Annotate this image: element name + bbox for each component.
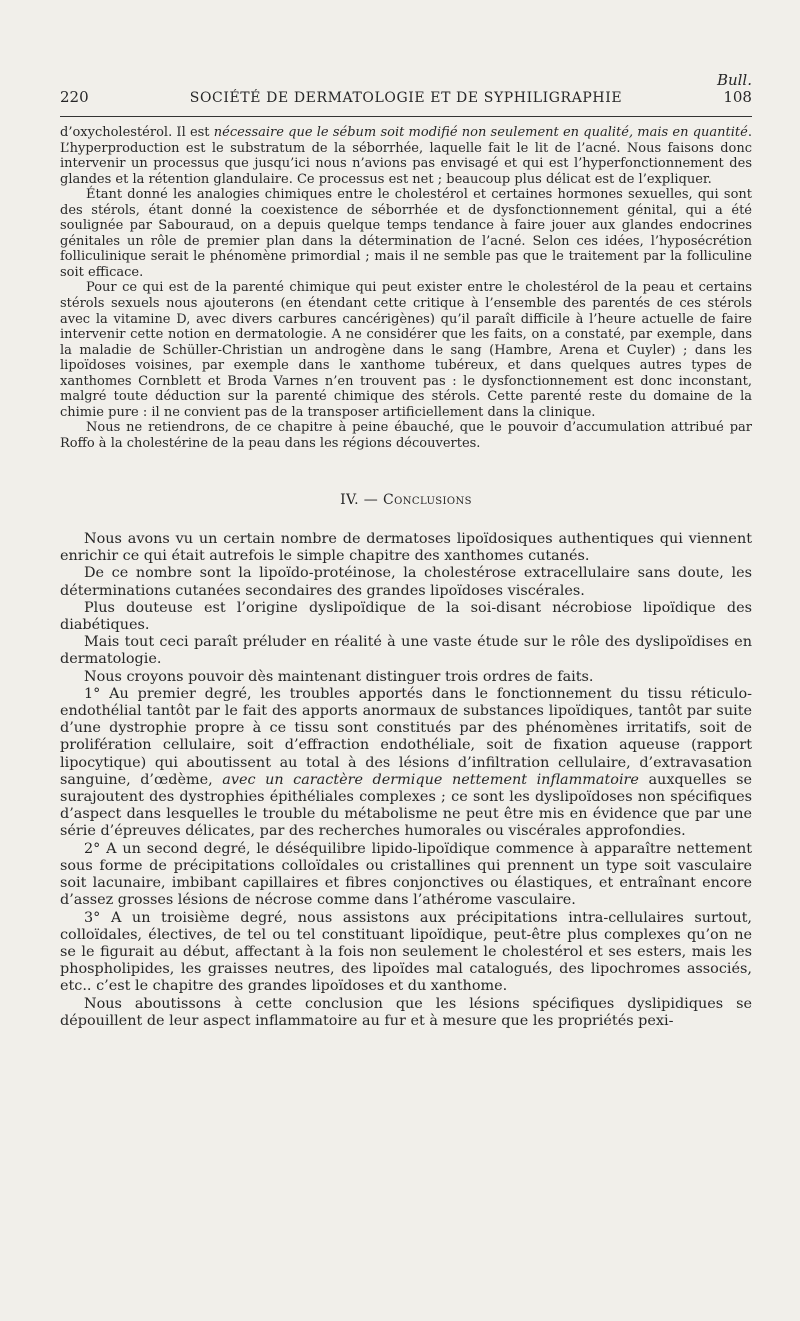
- article-body: [60, 125, 752, 1030]
- paragraph: [60, 187, 752, 280]
- running-title: SOCIÉTÉ DE DERMATOLOGIE ET DE SYPHILIGRAPHIE: [189, 90, 623, 106]
- emphasis-text: nécessaire que le sébum soit modifié non seulement en qualité, mais en quantité: [213, 125, 748, 140]
- header-rule: [60, 116, 752, 117]
- page-number-right: 108: [723, 88, 752, 106]
- paragraph: [60, 565, 752, 599]
- paragraph-text: Nous aboutissons à cette conclusion que les lésions spécifiques dyslipidiques se dépouillent de leur aspect inflammatoire au fur et à mesure que les propriétés pexi-: [60, 995, 752, 1029]
- paragraph-text: De ce nombre sont la lipoïdo-protéinose, la cholestérose extracellulaire sans doute, les déterminations cutanées secondaires des grandes lipoïdoses viscérales.: [60, 565, 752, 599]
- paragraph-text: Étant donné les analogies chimiques entre le cholestérol et certaines hormones sexuelles, qui sont des stérols, étant donné la coexistence de séborrhée et de dysfonctionnement génital, qui a été soulignée par Sabouraud, on a depuis quelque temps tendance à faire jouer aux glandes endocrines génitales un rôle de premier plan dans la détermination de l’acné. Selon ces idées, l’hyposécrétion folliculinique serait le phénomène primordial ; mais il ne semble pas que le traitement par la folliculine soit efficace.: [60, 187, 752, 280]
- paragraph-text: Plus douteuse est l’origine dyslipoïdique de la soi-disant nécrobiose lipoïdique des diabétiques.: [60, 599, 752, 634]
- emphasis-text: avec un caractère dermique nettement inflammatoire: [222, 771, 639, 788]
- section-title: Conclusions: [383, 492, 472, 509]
- paragraph: [60, 910, 752, 996]
- paragraph-text: Nous croyons pouvoir dès maintenant distinguer trois ordres de faits.: [84, 668, 594, 685]
- paragraph: [60, 841, 752, 910]
- paragraph: [60, 634, 752, 668]
- paragraph: [60, 996, 752, 1030]
- page-number-left: 220: [60, 88, 89, 106]
- paragraph-text: 2° A un second degré, le déséquilibre lipido-lipoïdique commence à apparaître nettement sous forme de précipitations colloïdales ou cristallines qui prennent un type soit vasculaire soit lacunaire, imbibant capillaires et fibres conjonctives ou élastiques, et entraînant encore d’assez grosses lésions de nécrose comme dans l’athérome vasculaire.: [60, 840, 752, 909]
- paragraph-text: 1° Au premier degré, les troubles apportés dans le fonctionnement du tissu réticulo-endothélial tantôt par le fait des apports anormaux de substances lipoïdiques, tantôt par suite d’une dystrophie propre à ce tissu sont constitués par des phénomènes irritatifs, soit de prolifération cellulaire, soit d’effraction endothéliale, soit de fixation aqueuse (rapport lipocytique) qui aboutissent au total à des lésions d’infiltration cellulaire, d’extravasation sanguine, d’œdème,: [60, 685, 752, 788]
- section-number: IV. —: [340, 492, 379, 509]
- journal-abbreviation: Bull.: [716, 71, 752, 89]
- paragraph: [60, 531, 752, 565]
- running-header: [60, 88, 752, 106]
- paragraph-text: Nous ne retiendrons, de ce chapitre à peine ébauché, que le pouvoir d’accumulation attribué par Roffo à la cholestérine de la peau dans les régions découvertes.: [60, 420, 752, 451]
- paragraph-text: Nous avons vu un certain nombre de dermatoses lipoïdosiques authentiques qui viennent enrichir ce qui était autrefois le simple chapitre des xanthomes cutanés.: [60, 531, 752, 565]
- paragraph-text: . L’hyperproduction est le substratum de la séborrhée, laquelle fait le lit de l’acné. Nous faisons donc intervenir un processus que jusqu’ici nous n’avions pas envisagé et qui est l’hyperfonctionnement des glandes et la rétention glandulaire. Ce processus est net ; beaucoup plus délicat est de l’expliquer.: [60, 125, 752, 187]
- paragraph-text: auxquelles se surajoutent des dystrophies épithéliales complexes ; ce sont les dyslipoïdoses non spécifiques d’aspect dans lesquelles le trouble du métabolisme ne peut être mis en évidence que par une série d’épreuves délicates, par des recherches humorales ou viscérales approfondies.: [60, 771, 752, 840]
- paragraph: [60, 669, 752, 686]
- paragraph-text: d’oxycholestérol. Il est: [60, 125, 214, 140]
- paragraph: [60, 600, 752, 634]
- section-heading: [60, 493, 752, 509]
- paragraph: [60, 280, 752, 420]
- paragraph-text: 3° A un troisième degré, nous assistons aux précipitations intra-cellulaires surtout, colloïdales, électives, de tel ou tel constituant lipoïdique, peut-être plus complexes qu’on ne se le figurait au début, affectant à la fois non seulement le cholestérol et ses esters, mais les phospholipides, les graisses neutres, des lipoïdes mal catalogués, des lipochromes associés, etc.. c’est le chapitre des grandes lipoïdoses et du xanthome.: [60, 909, 752, 995]
- paragraph-text: Pour ce qui est de la parenté chimique qui peut exister entre le cholestérol de la peau et certains stérols sexuels nous ajouterons (en étendant cette critique à l’ensemble des parentés de ces stérols avec la vitamine D, avec divers carbures cancérigènes) qu’il paraît difficile à l’heure actuelle de faire intervenir cette notion en dermatologie. A ne considérer que les faits, on a constaté, par exemple, dans la maladie de Schüller-Christian un androgène dans le sang (Hambre, Arena et Cuyler) ; dans les lipoïdoses voisines, par exemple dans le xanthome tubéreux, et dans quelques autres types de xanthomes Cornblett et Broda Varnes n’en trouvent pas : le dysfonctionnement est donc inconstant, malgré toute déduction sur la parenté chimique des stérols. Cette parenté reste du domaine de la chimie pure : il ne convient pas de la transposer artificiellement dans la clinique.: [60, 280, 752, 420]
- paragraph: [60, 420, 752, 451]
- conclusions-text: [60, 531, 752, 1030]
- paragraph: [60, 125, 752, 187]
- discussion-text: [60, 125, 752, 451]
- paragraph: [60, 686, 752, 841]
- paragraph-text: Mais tout ceci paraît préluder en réalité à une vaste étude sur le rôle des dyslipoïdises en dermatologie.: [60, 634, 752, 668]
